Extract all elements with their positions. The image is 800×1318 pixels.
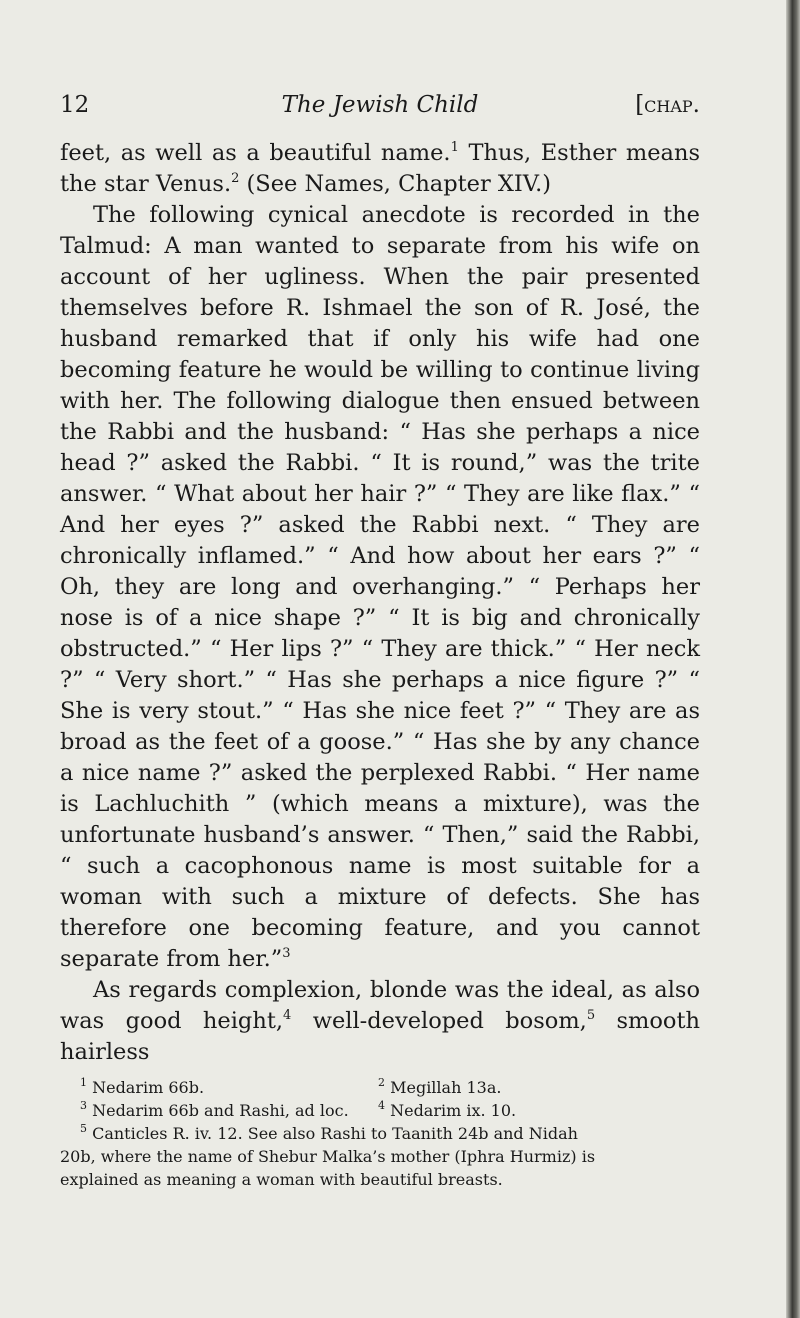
paragraph	[60, 138, 700, 200]
text-run: (See Names, Chapter XIV.)	[239, 171, 552, 197]
page-number: 12	[60, 92, 90, 118]
text-run: Thus, Esther means the star Venus.	[60, 140, 700, 197]
text-run: The following cynical anecdote is recorded in the Talmud: A man wanted to separate from his wife on account of her ugliness. When the pair presented themselves before R. Ishmael the son of R. José, the husband remarked that if only his wife had one becoming feature he would be willing to continue living with her. The following dialogue then ensued between the Rabbi and the husband: “ Has she perhaps a nice head ?” asked the Rabbi. “ It is round,” was the trite answer. “ What about her hair ?” “ They are like flax.” “ And her eyes ?” asked the Rabbi next. “ They are chronically inflamed.” “ And how about her ears ?” “ Oh, they are long and overhanging.” “ Perhaps her nose is of a nice shape ?” “ It is big and chronically obstructed.” “ Her lips ?” “ They are thick.” “ Her neck ?” “ Very short.” “ Has she perhaps a nice figure ?” “ She is very stout.” “ Has she nice feet ?” “ They are as broad as the feet of a goose.” “ Has she by any chance a nice name ?” asked the perplexed Rabbi. “ Her name is Lachluchith ” (which means a mixture), was the unfortunate husband’s answer. “ Then,” said the Rabbi, “ such a cacophonous name is most suitable for a woman with such a mixture of defects. She has therefore one becoming feature, and you cannot separate from her.”	[60, 202, 700, 972]
footnote-4	[356, 1099, 700, 1122]
paragraph	[60, 975, 700, 1068]
footnote-mark: 3	[80, 1099, 87, 1112]
footnote-3	[60, 1099, 356, 1122]
chapter-label: [chap.	[635, 92, 700, 118]
running-header	[60, 92, 700, 132]
book-edge-shadow	[786, 0, 800, 1318]
footnote-row	[60, 1076, 700, 1099]
footnote-2	[356, 1076, 700, 1099]
footnote-ref: 1	[450, 140, 459, 155]
footnote-5	[60, 1122, 700, 1145]
book-page	[60, 92, 700, 1191]
footnote-text: Megillah 13a.	[390, 1078, 502, 1097]
text-run: smooth hairless	[60, 1008, 700, 1065]
footnote-ref: 5	[586, 1008, 596, 1023]
footnote-text: Nedarim 66b.	[92, 1078, 205, 1097]
footnote-text: Nedarim ix. 10.	[390, 1101, 517, 1120]
body-text	[60, 138, 700, 1068]
footnote-row	[60, 1099, 700, 1122]
footnote-mark: 1	[80, 1076, 87, 1089]
footnote-ref: 2	[231, 171, 240, 186]
text-run: well-developed bosom,	[291, 1008, 587, 1034]
text-run: As regards complexion, blonde was the ideal, as also was good height,	[60, 977, 700, 1034]
footnotes	[60, 1076, 700, 1191]
footnote-text: Canticles R. iv. 12. See also Rashi to Taanith 24b and Nidah	[92, 1124, 578, 1143]
footnote-1	[60, 1076, 356, 1099]
footnote-ref: 4	[283, 1008, 292, 1023]
text-run: feet, as well as a beautiful name.	[60, 140, 451, 166]
footnote-ref: 3	[282, 946, 291, 961]
running-title: The Jewish Child	[281, 92, 479, 118]
footnote-mark: 5	[80, 1122, 87, 1135]
footnote-text: Nedarim 66b and Rashi, ad loc.	[92, 1101, 349, 1120]
footnote-5-cont: explained as meaning a woman with beautiful breasts.	[60, 1170, 503, 1189]
paragraph	[60, 200, 700, 975]
footnote-mark: 2	[378, 1076, 385, 1089]
footnote-5-cont: 20b, where the name of Shebur Malka’s mother (Iphra Hurmiz) is	[60, 1147, 596, 1166]
footnote-mark: 4	[378, 1099, 385, 1112]
